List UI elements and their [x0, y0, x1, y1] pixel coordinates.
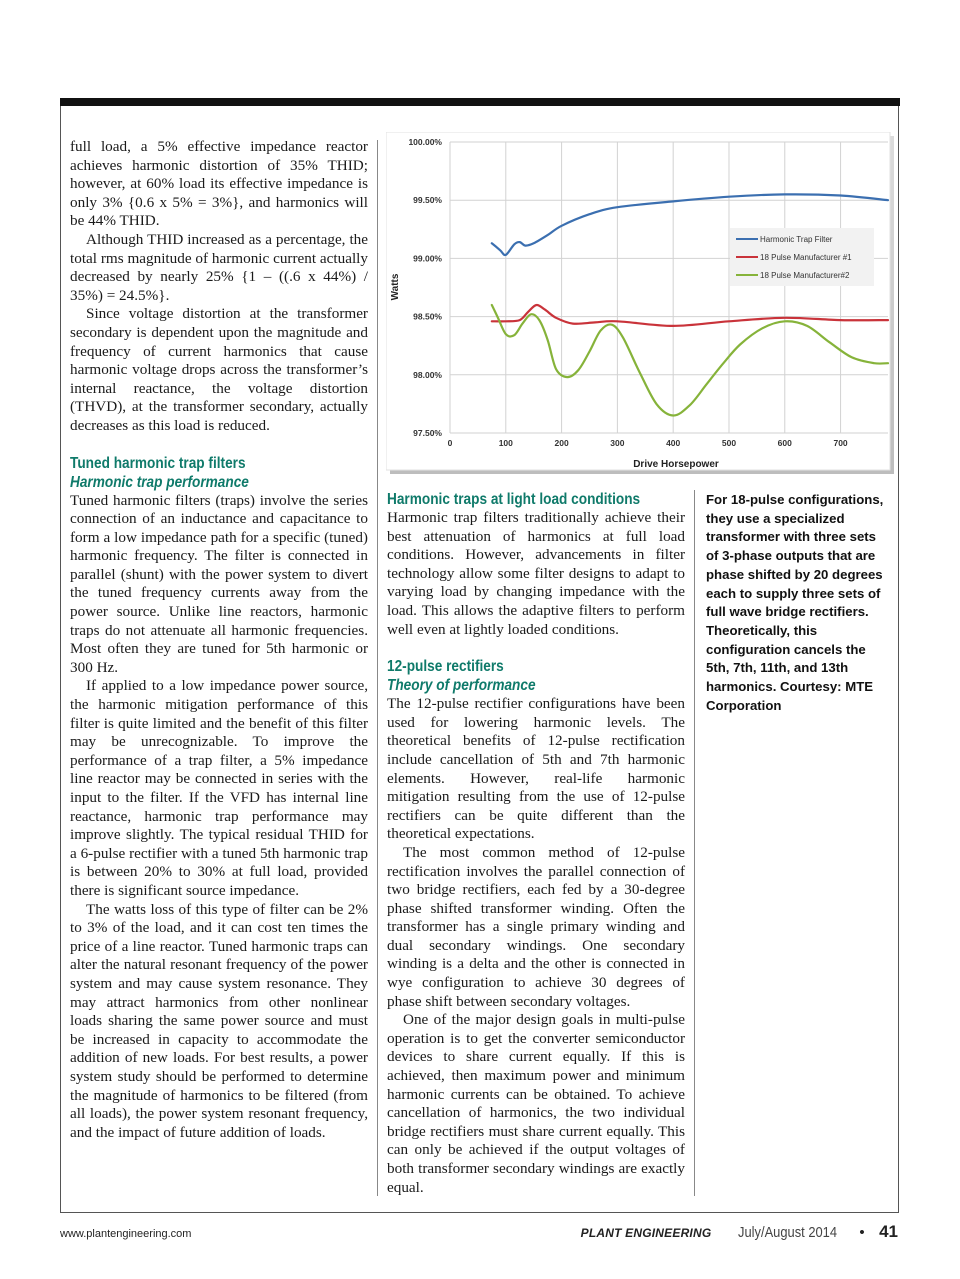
paragraph: The 12-pulse rectifier configurations have been used for lowering harmonic levels. The theoretical benefits of 12-pulse rectification include cancellation of 5th and 7th harmonic elements. However, real-life harmonic mitigation resulting from the use of 12-pulse rectifiers can be quite different than the theoretical expectations. [387, 695, 685, 843]
issue-date: July/August 2014 [737, 1224, 837, 1241]
x-tick-label: 200 [554, 438, 569, 448]
page-frame-left [60, 106, 61, 1213]
chart-legend [730, 228, 874, 286]
y-tick-label: 99.50% [413, 195, 442, 206]
chart-svg [386, 132, 894, 474]
publication-name: PLANT ENGINEERING [580, 1226, 712, 1240]
x-axis-label: Drive Horsepower [633, 459, 719, 470]
paragraph: Since voltage distortion at the transformer secondary is dependent upon the magnitude and frequency of current harmonics that cause harmonic voltage drops across the transformer’s internal reactance, the voltage distortion (THVD), at the transformer secondary, actually decreases as this load is reduced. [70, 305, 368, 434]
paragraph: The most common method of 12-pulse rectification involves the parallel connection of two bridge rectifiers, each fed by a 30-degree phase shifted transformer winding. Often the transformer has a single primary winding and dual secondary windings. One secondary winding is a delta and the other is connected in wye configuration to achieve 30 degrees of phase shift between secondary voltages. [387, 843, 685, 1010]
y-tick-label: 98.00% [413, 369, 442, 380]
chart-background [386, 132, 890, 470]
page-frame-bottom [60, 1212, 899, 1213]
legend-label: 18 Pulse Manufacturer #1 [760, 253, 852, 262]
x-tick-label: 700 [833, 438, 848, 448]
x-tick-label: 300 [610, 438, 625, 448]
y-tick-label: 97.50% [413, 428, 442, 438]
page-frame-right [898, 106, 899, 1213]
column-left [70, 138, 368, 1142]
x-tick-label: 500 [721, 438, 737, 448]
x-tick-label: 100 [498, 438, 513, 448]
efficiency-chart [386, 132, 894, 474]
paragraph: If applied to a low impedance power source, the harmonic mitigation performance of this filter is quite limited and the benefit of this filter may be unrecognizable. To improve the performance of a trap filter, a 5% impedance line reactor may be connected in series with the input to the filter. If the VFD has internal line reactance, harmonic trap performance may improve slightly. The typical residual THID for a 6-pulse rectifier with a tuned 5th harmonic trap is between 20% to 30% at full load, provided there is significant source impedance. [70, 677, 368, 899]
y-tick-label: 100.00% [408, 137, 442, 147]
x-tick-label: 400 [666, 438, 681, 448]
heading-12-pulse-rectifiers: 12-pulse rectifiers [387, 658, 504, 676]
paragraph: Harmonic trap filters traditionally achieve their best attenuation of harmonics at full load conditions. However, advancements in filter technology allow some filter designs to adapt to varying load by changing impedance with the load. This allows the adaptive filters to perform well even at lightly loaded conditions. [387, 509, 685, 638]
footer-folio [581, 1222, 898, 1242]
paragraph: One of the major design goals in multi-pulse operation is to get the converter semiconductor devices to share current equally. If this is achieved, then maximum power and minimum harmonic currents can be obtained. To achieve cancellation of harmonics, the two individual bridge rectifiers must share current equally. This can only be achieved if the output voltages of both transformer secondary windings are exactly equal. [387, 1011, 685, 1196]
heading-tuned-harmonic-trap-filters: Tuned harmonic trap filters [70, 454, 246, 472]
legend-label: 18 Pulse Manufacturer#2 [760, 271, 850, 280]
top-rule [60, 98, 900, 106]
y-axis-label: Watts [390, 273, 401, 301]
x-tick-label: 600 [777, 438, 792, 448]
subheading-harmonic-trap-performance: Harmonic trap performance [70, 473, 249, 491]
figure-caption: For 18-pulse configurations, they use a specialized transformer with three sets of 3-phase outputs that are phase shifted by 20 degrees each to supply three sets of full wave bridge rectifiers. Theoretically, this configuration cancels the 5th, 7th, 11th, and 13th harmonics. Courtesy: MTE Corporation [706, 492, 884, 713]
page-number: 41 [879, 1222, 898, 1241]
legend-label: Harmonic Trap Filter [760, 235, 833, 244]
column-middle [387, 490, 685, 1197]
paragraph: full load, a 5% effective impedance reactor achieves harmonic distortion of 35% THID; however, at 60% load its effective impedance is only 3% {0.6 x 5% = 3%}, and harmonics will be 44% THID. [70, 138, 368, 230]
paragraph: The watts loss of this type of filter can be 2% to 3% of the load, and it can cost ten times the price of a line reactor. Tuned harmonic traps can alter the natural resonant frequency of the power system and may cause system resonance. They may attract harmonics from other nonlinear loads sharing the same power source and must be increased in capacity to accommodate the addition of new loads. For best results, a power system study should be performed to determine the magnitude of harmonics to be filtered (from all loads), the power system resonant frequency, and the impact of future addition of loads. [70, 900, 368, 1141]
paragraph: Tuned harmonic filters (traps) involve the series connection of an inductance and capacitance to form a low impedance path for a specific (tuned) harmonic frequency. The filter is connected in parallel (shunt) with the power system to divert the tuned frequency currents away from the power source. Unlike line reactors, harmonic traps do not attenuate all harmonic frequencies. Most often they are tuned for 5th harmonic or 300 Hz. [70, 491, 368, 676]
x-tick-label: 0 [447, 438, 453, 448]
column-divider-2 [694, 490, 695, 1196]
subheading-theory-of-performance: Theory of performance [387, 677, 536, 695]
y-tick-label: 99.00% [413, 253, 442, 264]
footer-separator: • [859, 1224, 865, 1241]
footer-website-link[interactable]: www.plantengineering.com [60, 1228, 192, 1240]
paragraph: Although THID increased as a percentage, the total rms magnitude of harmonic current actually decreased by nearly 25% {1 – ((.6 x 44%) / 35%) = 24.5%}. [70, 230, 368, 304]
heading-harmonic-traps-light-load: Harmonic traps at light load conditions [387, 491, 641, 508]
y-tick-label: 98.50% [413, 311, 442, 322]
column-divider-1 [377, 140, 378, 1196]
